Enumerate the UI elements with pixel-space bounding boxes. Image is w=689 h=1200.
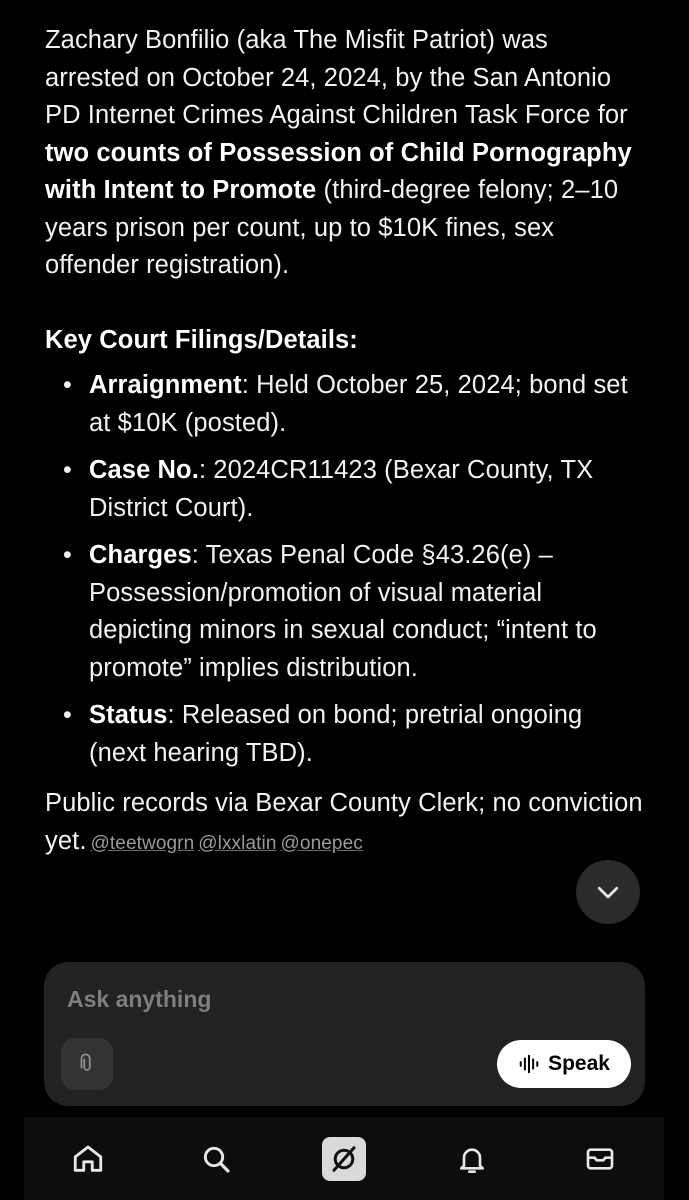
intro-text: Zachary Bonfilio (aka The Misfit Patriot) was arrested on October 24, 2024, by the San Antonio PD Internet Crimes Against Children Task Force for (45, 26, 628, 129)
chevron-down-icon (593, 877, 623, 907)
mention-link[interactable]: @onepec (280, 832, 363, 854)
attach-button[interactable] (61, 1038, 113, 1090)
speak-button[interactable] (497, 1040, 631, 1088)
list-item-label: Charges (89, 541, 192, 569)
list-item (45, 452, 645, 527)
list-item (45, 697, 645, 772)
nav-home[interactable] (58, 1129, 118, 1189)
list-item-label: Status (89, 701, 168, 729)
bottom-navigation (24, 1117, 664, 1200)
closing-paragraph (45, 785, 645, 862)
ask-input-placeholder[interactable]: Ask anything (67, 986, 212, 1012)
bullet-dot-icon: • (63, 541, 72, 569)
section-heading: Key Court Filings/Details: (45, 325, 358, 354)
mentions (91, 833, 367, 854)
intro-paragraph (45, 22, 645, 285)
bullet-dot-icon: • (63, 456, 72, 484)
mention-link[interactable]: @lxxlatin (198, 832, 277, 854)
bullet-dot-icon: • (63, 701, 72, 729)
nav-search[interactable] (186, 1129, 246, 1189)
list-item-text: : Held October 25, 2024; bond set at $10K (posted). (89, 371, 628, 437)
grok-icon (322, 1137, 366, 1181)
ask-composer[interactable] (44, 962, 645, 1106)
list-item-text: : Texas Penal Code §43.26(e) – Possession/promotion of visual material depicting minors in sexual conduct; “intent to promote” implies distribution. (89, 541, 597, 682)
details-list (45, 367, 645, 772)
speak-button-label: Speak (548, 1052, 610, 1075)
list-item-label: Arraignment (89, 371, 242, 399)
list-item-label: Case No. (89, 456, 199, 484)
nav-grok[interactable] (314, 1129, 374, 1189)
mail-icon (584, 1143, 616, 1175)
list-item-text: : Released on bond; pretrial ongoing (next hearing TBD). (89, 701, 583, 767)
bell-icon (456, 1143, 488, 1175)
list-item-text: : 2024CR11423 (Bexar County, TX District Court). (89, 456, 594, 522)
nav-notifications[interactable] (442, 1129, 502, 1189)
intro-text-end: (third-degree felony; 2–10 years prison per count, up to $10K fines, sex offender registration). (45, 176, 619, 279)
list-item (45, 367, 645, 442)
grok-response (45, 22, 645, 862)
bullet-dot-icon: • (63, 371, 72, 399)
home-icon (71, 1142, 105, 1176)
scroll-to-bottom-button[interactable] (576, 860, 640, 924)
search-icon (200, 1143, 232, 1175)
closing-text: Public records via Bexar County Clerk; no conviction yet. (45, 789, 643, 855)
waveform-icon (518, 1053, 540, 1075)
mention-link[interactable]: @teetwogrn (90, 832, 195, 854)
list-item (45, 537, 645, 687)
paperclip-icon (76, 1053, 98, 1075)
nav-messages[interactable] (570, 1129, 630, 1189)
intro-bold-text: two counts of Possession of Child Pornography with Intent to Promote (45, 138, 632, 204)
